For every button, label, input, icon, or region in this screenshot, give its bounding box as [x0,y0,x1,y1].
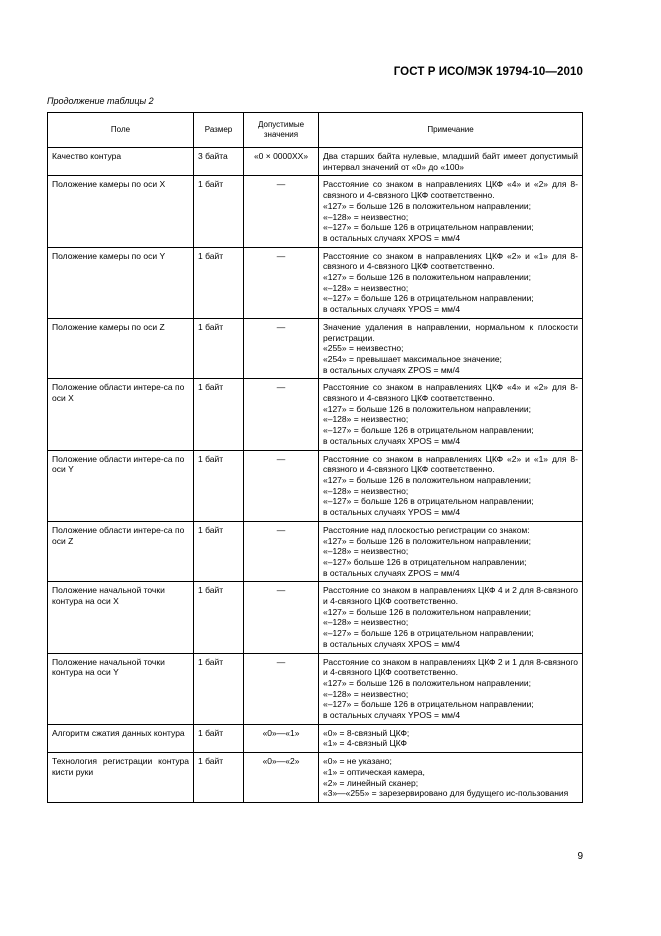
cell-size: 1 байт [194,379,244,450]
cell-values: «0 × 0000XX» [244,148,319,176]
column-header-note: Примечание [319,113,583,148]
cell-field: Положение камеры по оси X [48,176,194,247]
column-header-field: Поле [48,113,194,148]
cell-size: 1 байт [194,582,244,653]
page-number: 9 [577,851,583,862]
cell-note: Расстояние над плоскостью регистрации со знаком: «127» = больше 126 в положительном направлении; «–128» = неизвестно; «–127» больше 126 в отрицательном направлении; в остальных случаях ZPOS = мм/4 [319,521,583,582]
cell-values: — [244,318,319,379]
cell-values: — [244,653,319,724]
cell-field: Технология регистрации контура кисти руки [48,753,194,803]
cell-field: Положение области интере-са по оси Y [48,450,194,521]
table-header-row [48,113,583,148]
table-row [48,379,583,450]
cell-field: Положение начальной точки контура на оси Y [48,653,194,724]
cell-size: 1 байт [194,318,244,379]
cell-size: 1 байт [194,724,244,752]
table-row [48,724,583,752]
cell-values: — [244,379,319,450]
column-header-size: Размер [194,113,244,148]
cell-field: Положение камеры по оси Y [48,247,194,318]
cell-values: — [244,247,319,318]
table-row [48,176,583,247]
cell-note: «0» = не указано; «1» = оптическая камера, «2» = линейный сканер; «3»—«255» = зарезервировано для будущего ис-пользования [319,753,583,803]
cell-field: Алгоритм сжатия данных контура [48,724,194,752]
cell-size: 1 байт [194,247,244,318]
cell-values: — [244,521,319,582]
spec-table [47,112,583,803]
cell-note: Расстояние со знаком в направлениях ЦКФ «4» и «2» для 8-связного и 4-связного ЦКФ соответственно. «127» = больше 126 в положительном направлении; «–128» = неизвестно; «–127» = больше 126 в отрицательном направлении; в остальных случаях XPOS = мм/4 [319,379,583,450]
cell-values: — [244,582,319,653]
cell-note: Значение удаления в направлении, нормальном к плоскости регистрации. «255» = неизвестно; «254» = превышает максимальное значение; в остальных случаях ZPOS = мм/4 [319,318,583,379]
cell-note: Расстояние со знаком в направлениях ЦКФ «2» и «1» для 8-связного и 4-связного ЦКФ соответственно. «127» = больше 126 в положительном направлении; «–128» = неизвестно; «–127» = больше 126 в отрицательном направлении; в остальных случаях YPOS = мм/4 [319,247,583,318]
document-header: ГОСТ Р ИСО/МЭК 19794-10—2010 [393,66,583,78]
table-caption: Продолжение таблицы 2 [47,96,154,106]
cell-note: Расстояние со знаком в направлениях ЦКФ «2» и «1» для 8-связного и 4-связного ЦКФ соответственно. «127» = больше 126 в положительном направлении; «–128» = неизвестно; «–127» = больше 126 в отрицательном направлении; в остальных случаях YPOS = мм/4 [319,450,583,521]
table-row [48,450,583,521]
column-header-values: Допустимые значения [244,113,319,148]
cell-field: Положение начальной точки контура на оси X [48,582,194,653]
cell-note: Два старших байта нулевые, младший байт имеет допустимый интервал значений от «0» до «100» [319,148,583,176]
cell-size: 3 байта [194,148,244,176]
cell-values: «0»—«2» [244,753,319,803]
cell-size: 1 байт [194,450,244,521]
cell-field: Положение области интере-са по оси X [48,379,194,450]
cell-size: 1 байт [194,521,244,582]
cell-values: «0»—«1» [244,724,319,752]
table-row [48,318,583,379]
table-row [48,148,583,176]
cell-field: Качество контура [48,148,194,176]
table-row [48,753,583,803]
cell-note: «0» = 8-связный ЦКФ; «1» = 4-связный ЦКФ [319,724,583,752]
cell-values: — [244,450,319,521]
cell-size: 1 байт [194,176,244,247]
cell-field: Положение области интере-са по оси Z [48,521,194,582]
table-row [48,653,583,724]
cell-note: Расстояние со знаком в направлениях ЦКФ 2 и 1 для 8-связного и 4-связного ЦКФ соответственно. «127» = больше 126 в положительном направлении; «–128» = неизвестно; «–127» = больше 126 в отрицательном направлении; в остальных случаях YPOS = мм/4 [319,653,583,724]
table-row [48,521,583,582]
cell-size: 1 байт [194,753,244,803]
cell-values: — [244,176,319,247]
cell-note: Расстояние со знаком в направлениях ЦКФ 4 и 2 для 8-связного и 4-связного ЦКФ соответственно. «127» = больше 126 в положительном направлении; «–128» = неизвестно; «–127» = больше 126 в отрицательном направлении; в остальных случаях XPOS = мм/4 [319,582,583,653]
cell-size: 1 байт [194,653,244,724]
table-row [48,247,583,318]
cell-note: Расстояние со знаком в направлениях ЦКФ «4» и «2» для 8-связного и 4-связного ЦКФ соответственно. «127» = больше 126 в положительном направлении; «–128» = неизвестно; «–127» = больше 126 в отрицательном направлении; в остальных случаях XPOS = мм/4 [319,176,583,247]
cell-field: Положение камеры по оси Z [48,318,194,379]
table-row [48,582,583,653]
